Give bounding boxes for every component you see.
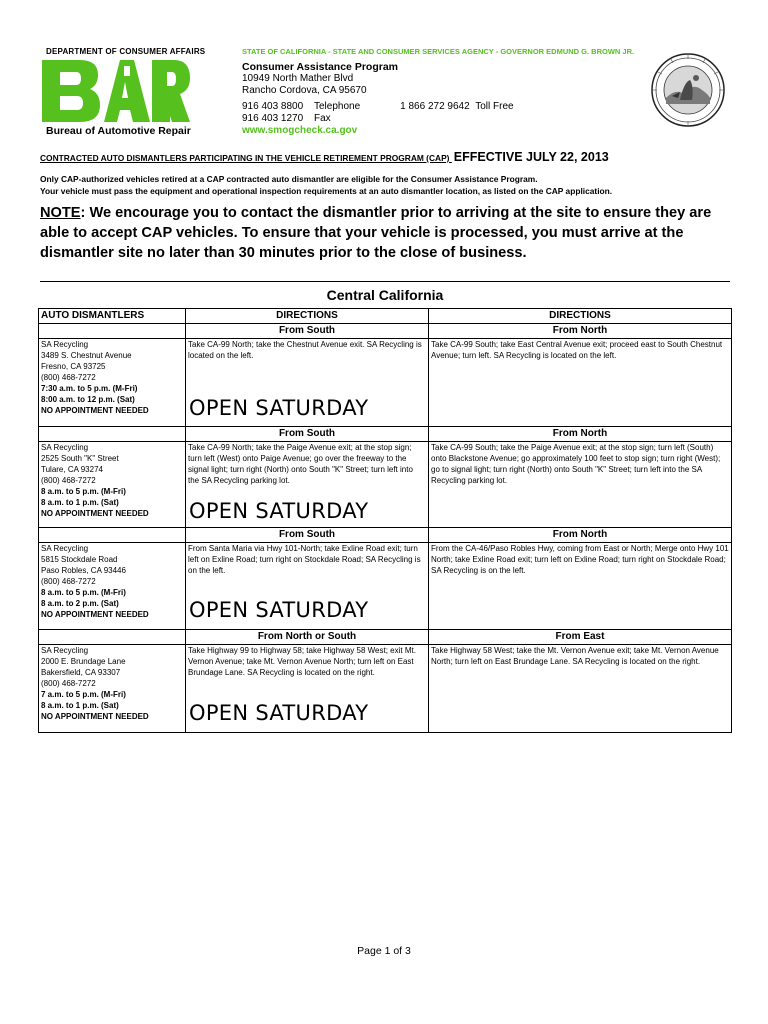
appointment-note: NO APPOINTMENT NEEDED bbox=[41, 712, 149, 721]
open-saturday-label: OPEN SATURDAY bbox=[189, 598, 369, 622]
directions-b: Take CA-99 South; take the Paige Avenue exit; at the stop sign; turn left (South) onto Blackstone Avenue; go approximately 100 feet to stop sign; turn right (West); go to signal light; turn right (North) onto South "K" Street; turn left into the SA Recycling parking lot. bbox=[429, 442, 732, 528]
direction-from-b: From North bbox=[429, 324, 732, 339]
dismantler-phone: (800) 468-7272 bbox=[41, 679, 96, 688]
fax-line bbox=[242, 113, 331, 125]
open-saturday-label: OPEN SATURDAY bbox=[189, 499, 369, 523]
dismantler-street: 2525 South "K" Street bbox=[41, 454, 119, 463]
document-title bbox=[40, 150, 609, 164]
phone-label: Telephone bbox=[314, 101, 361, 112]
directions-a: Take CA-99 North; take the Paige Avenue exit; at the stop sign; turn left (West) onto Paige Avenue; go over the freeway to the signal light; turn right (North) onto South "K" Street; turn left into the SA Recycling parking lot. bbox=[186, 442, 429, 528]
address-line-1: 10949 North Mather Blvd bbox=[242, 73, 354, 84]
empty-cell bbox=[39, 630, 186, 645]
table-header-row bbox=[39, 309, 732, 324]
bar-logo bbox=[40, 58, 190, 124]
website-link[interactable]: www.smogcheck.ca.gov bbox=[242, 125, 358, 136]
dismantler-phone: (800) 468-7272 bbox=[41, 373, 96, 382]
phone-line bbox=[242, 101, 514, 113]
direction-from-a: From South bbox=[186, 528, 429, 543]
direction-from-a: From South bbox=[186, 427, 429, 442]
table-row bbox=[39, 324, 732, 339]
dismantler-street: 2000 E. Brundage Lane bbox=[41, 657, 126, 666]
dismantler-phone: (800) 468-7272 bbox=[41, 476, 96, 485]
dismantler-city: Fresno, CA 93725 bbox=[41, 362, 106, 371]
direction-from-b: From North bbox=[429, 427, 732, 442]
direction-from-a: From North or South bbox=[186, 630, 429, 645]
table-row bbox=[39, 645, 732, 733]
arrival-note bbox=[40, 203, 730, 263]
note-text: : We encourage you to contact the dismantler prior to arriving at the site to ensure they are able to accept CAP vehicles. To ensure that your vehicle is processed, you must arrive at the dismantler site no later than 30 minutes prior to the close of business. bbox=[40, 205, 712, 261]
dismantler-name: SA Recycling bbox=[41, 340, 89, 349]
directions-b: From the CA-46/Paso Robles Hwy, coming from East or North; Merge onto Hwy 101 North; take Exline Road exit; turn left on Exline Road; turn right on Stockdale Road; SA Recycling is on the left. bbox=[429, 543, 732, 630]
empty-cell bbox=[39, 528, 186, 543]
table-row bbox=[39, 543, 732, 630]
table-row bbox=[39, 427, 732, 442]
direction-from-b: From North bbox=[429, 528, 732, 543]
department-label: DEPARTMENT OF CONSUMER AFFAIRS bbox=[46, 47, 206, 56]
empty-cell bbox=[39, 324, 186, 339]
fax-number: 916 403 1270 bbox=[242, 113, 304, 124]
dismantler-city: Bakersfield, CA 93307 bbox=[41, 668, 121, 677]
fax-label: Fax bbox=[314, 113, 331, 124]
appointment-note: NO APPOINTMENT NEEDED bbox=[41, 610, 149, 619]
col-header-directions-a: DIRECTIONS bbox=[186, 309, 429, 324]
dismantler-city: Tulare, CA 93274 bbox=[41, 465, 103, 474]
open-saturday-label: OPEN SATURDAY bbox=[189, 701, 369, 725]
empty-cell bbox=[39, 427, 186, 442]
note-label: NOTE bbox=[40, 205, 81, 221]
dismantler-name: SA Recycling bbox=[41, 646, 89, 655]
phone-number: 916 403 8800 bbox=[242, 101, 304, 112]
effective-date: EFFECTIVE JULY 22, 2013 bbox=[453, 150, 609, 164]
eligibility-note: Only CAP-authorized vehicles retired at a CAP contracted auto dismantler are eligible for the Consumer Assistance Program. bbox=[40, 174, 538, 184]
agency-line: STATE OF CALIFORNIA - STATE AND CONSUMER SERVICES AGENCY - GOVERNOR EDMUND G. BROWN JR. bbox=[242, 47, 635, 56]
open-saturday-label: OPEN SATURDAY bbox=[189, 396, 369, 420]
table-row bbox=[39, 630, 732, 645]
dismantler-name: SA Recycling bbox=[41, 544, 89, 553]
title-main: CONTRACTED AUTO DISMANTLERS PARTICIPATING IN THE VEHICLE RETIREMENT PROGRAM (CAP) bbox=[40, 153, 450, 163]
dismantler-street: 5815 Stockdale Road bbox=[41, 555, 118, 564]
bureau-name: Bureau of Automotive Repair bbox=[46, 125, 191, 137]
appointment-note: NO APPOINTMENT NEEDED bbox=[41, 509, 149, 518]
direction-from-a: From South bbox=[186, 324, 429, 339]
region-heading: Central California bbox=[326, 287, 444, 303]
hours-saturday: 8 a.m. to 2 p.m. (Sat) bbox=[41, 599, 119, 608]
address-line-2: Rancho Cordova, CA 95670 bbox=[242, 85, 367, 96]
toll-free-number: 1 866 272 9642 bbox=[400, 101, 470, 112]
directions-a: Take CA-99 North; take the Chestnut Avenue exit. SA Recycling is located on the left. bbox=[186, 339, 429, 427]
hours-weekday: 8 a.m. to 5 p.m. (M-Fri) bbox=[41, 487, 126, 496]
hours-weekday: 7:30 a.m. to 5 p.m. (M-Fri) bbox=[41, 384, 138, 393]
inspection-note: Your vehicle must pass the equipment and operational inspection requirements at an auto dismantler location, as listed on the CAP application. bbox=[40, 186, 613, 196]
dismantler-name: SA Recycling bbox=[41, 443, 89, 452]
state-seal-icon bbox=[650, 52, 726, 128]
directions-b: Take Highway 58 West; take the Mt. Vernon Avenue exit; take Mt. Vernon Avenue North; turn left on East Brundage Lane. SA Recycling is located on the right. bbox=[429, 645, 732, 733]
dismantler-phone: (800) 468-7272 bbox=[41, 577, 96, 586]
dismantler-city: Paso Robles, CA 93446 bbox=[41, 566, 126, 575]
hours-weekday: 8 a.m. to 5 p.m. (M-Fri) bbox=[41, 588, 126, 597]
hours-saturday: 8 a.m. to 1 p.m. (Sat) bbox=[41, 701, 119, 710]
directions-a: Take Highway 99 to Highway 58; take Highway 58 West; exit Mt. Vernon Avenue; take Mt. Vernon Avenue North; turn left on East Brundage Lane. SA Recycling is located on the right. bbox=[186, 645, 429, 733]
dismantler-street: 3489 S. Chestnut Avenue bbox=[41, 351, 132, 360]
dismantlers-table bbox=[38, 308, 732, 733]
page-number: Page 1 of 3 bbox=[357, 945, 411, 957]
table-row bbox=[39, 339, 732, 427]
appointment-note: NO APPOINTMENT NEEDED bbox=[41, 406, 149, 415]
hours-saturday: 8:00 a.m. to 12 p.m. (Sat) bbox=[41, 395, 135, 404]
divider bbox=[40, 281, 730, 282]
directions-a: From Santa Maria via Hwy 101-North; take Exline Road exit; turn left on Exline Road; turn right on Stockdale Road; SA Recycling is on the left. bbox=[186, 543, 429, 630]
hours-saturday: 8 a.m. to 1 p.m. (Sat) bbox=[41, 498, 119, 507]
table-row bbox=[39, 528, 732, 543]
table-row bbox=[39, 442, 732, 528]
direction-from-b: From East bbox=[429, 630, 732, 645]
col-header-dismantlers: AUTO DISMANTLERS bbox=[39, 309, 186, 324]
program-name: Consumer Assistance Program bbox=[242, 61, 398, 73]
toll-free-label: Toll Free bbox=[475, 101, 514, 112]
directions-b: Take CA-99 South; take East Central Avenue exit; proceed east to South Chestnut Avenue; turn left. SA Recycling is located on the left. bbox=[429, 339, 732, 427]
col-header-directions-b: DIRECTIONS bbox=[429, 309, 732, 324]
hours-weekday: 7 a.m. to 5 p.m. (M-Fri) bbox=[41, 690, 126, 699]
